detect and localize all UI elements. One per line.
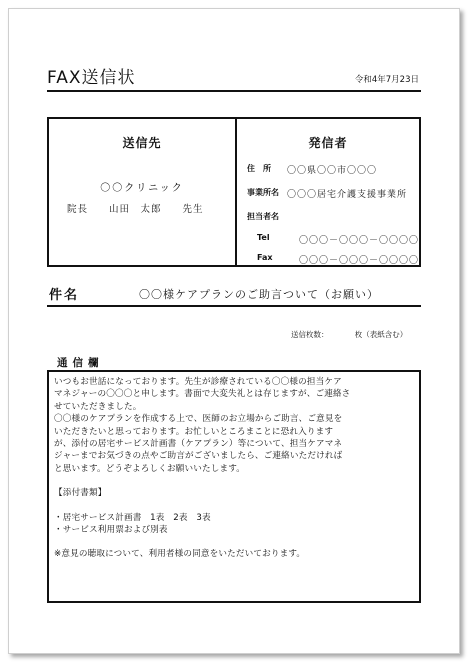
recipient-person: 院長 山田 太郎 先生	[67, 204, 204, 215]
sender-staff-row	[247, 211, 287, 222]
consent-note: ※意見の聴取について、利用者様の同意をいただいております。	[54, 549, 306, 560]
message-line: マネジャーの〇〇〇と申します。書面で大変失礼とは存じますが、ご連絡さ	[54, 389, 351, 400]
sender-fax-value: 〇〇〇－〇〇〇－〇〇〇〇	[299, 256, 420, 266]
recipient-clinic: 〇〇クリニック	[100, 183, 184, 194]
subject-label: 件名	[49, 288, 80, 303]
sender-staff-label: 担当者名	[247, 212, 279, 221]
sender-fax-row	[247, 253, 419, 266]
communication-label: 通信欄	[57, 357, 104, 369]
sender-address-value: 〇〇県〇〇市〇〇〇	[287, 166, 378, 176]
subject-value: 〇〇様ケアプランのご助言ついて（お願い）	[139, 288, 379, 301]
message-line: が、添付の居宅サービス計画書（ケアプラン）等について、担当ケアマネ	[54, 439, 343, 450]
message-line: と思います。どうぞよろしくお願いいたします。	[54, 463, 245, 474]
attachments-heading: 【添付書類】	[54, 488, 107, 499]
recipient-heading: 送信先	[122, 136, 162, 150]
sender-address-row	[247, 163, 377, 176]
message-line: ジャーまでお気づきの点やご助言がございましたら、ご連絡いただければ	[54, 451, 343, 462]
message-line: せていただきました。	[54, 401, 142, 412]
sender-tel-label: Tel	[257, 233, 270, 242]
sender-fax-label: Fax	[257, 253, 273, 262]
recipient-section	[49, 119, 237, 265]
message-line: 〇〇様のケアプランを作成する上で、医師のお立場からご助言、ご意見を	[54, 414, 343, 425]
sheet-count: 送信枚数： 枚（表紙含む）	[291, 330, 408, 339]
fax-cover-sheet	[8, 8, 460, 654]
sender-office-value: 〇〇〇居宅介護支援事業所	[287, 190, 408, 200]
subject-underline	[47, 305, 421, 307]
sender-address-label: 住 所	[247, 164, 271, 173]
blank-line	[54, 475, 414, 487]
blank-line	[54, 500, 414, 512]
message-line: いただきたいと思っております。お忙しいところまことに恐れ入ります	[54, 426, 334, 437]
message-line: いつもお世話になっております。先生が診療されている〇〇様の担当ケア	[54, 377, 342, 387]
attachment-item: ・居宅サービス計画書 1表 2表 3表	[54, 512, 211, 523]
sender-heading: 発信者	[308, 136, 348, 150]
sender-office-label: 事業所名	[247, 188, 279, 197]
sender-tel-value: 〇〇〇－〇〇〇－〇〇〇〇	[299, 236, 420, 246]
sender-section	[237, 119, 419, 265]
blank-line	[54, 536, 414, 548]
sender-office-row	[247, 187, 407, 200]
address-box	[47, 117, 421, 267]
title-underline	[47, 90, 421, 92]
document-title: FAX送信状	[47, 68, 136, 88]
communication-box	[47, 370, 421, 603]
attachment-item: ・サービス利用票および別表	[54, 525, 168, 536]
document-date: 令和4年7月23日	[354, 75, 419, 85]
sender-tel-row	[247, 233, 419, 246]
